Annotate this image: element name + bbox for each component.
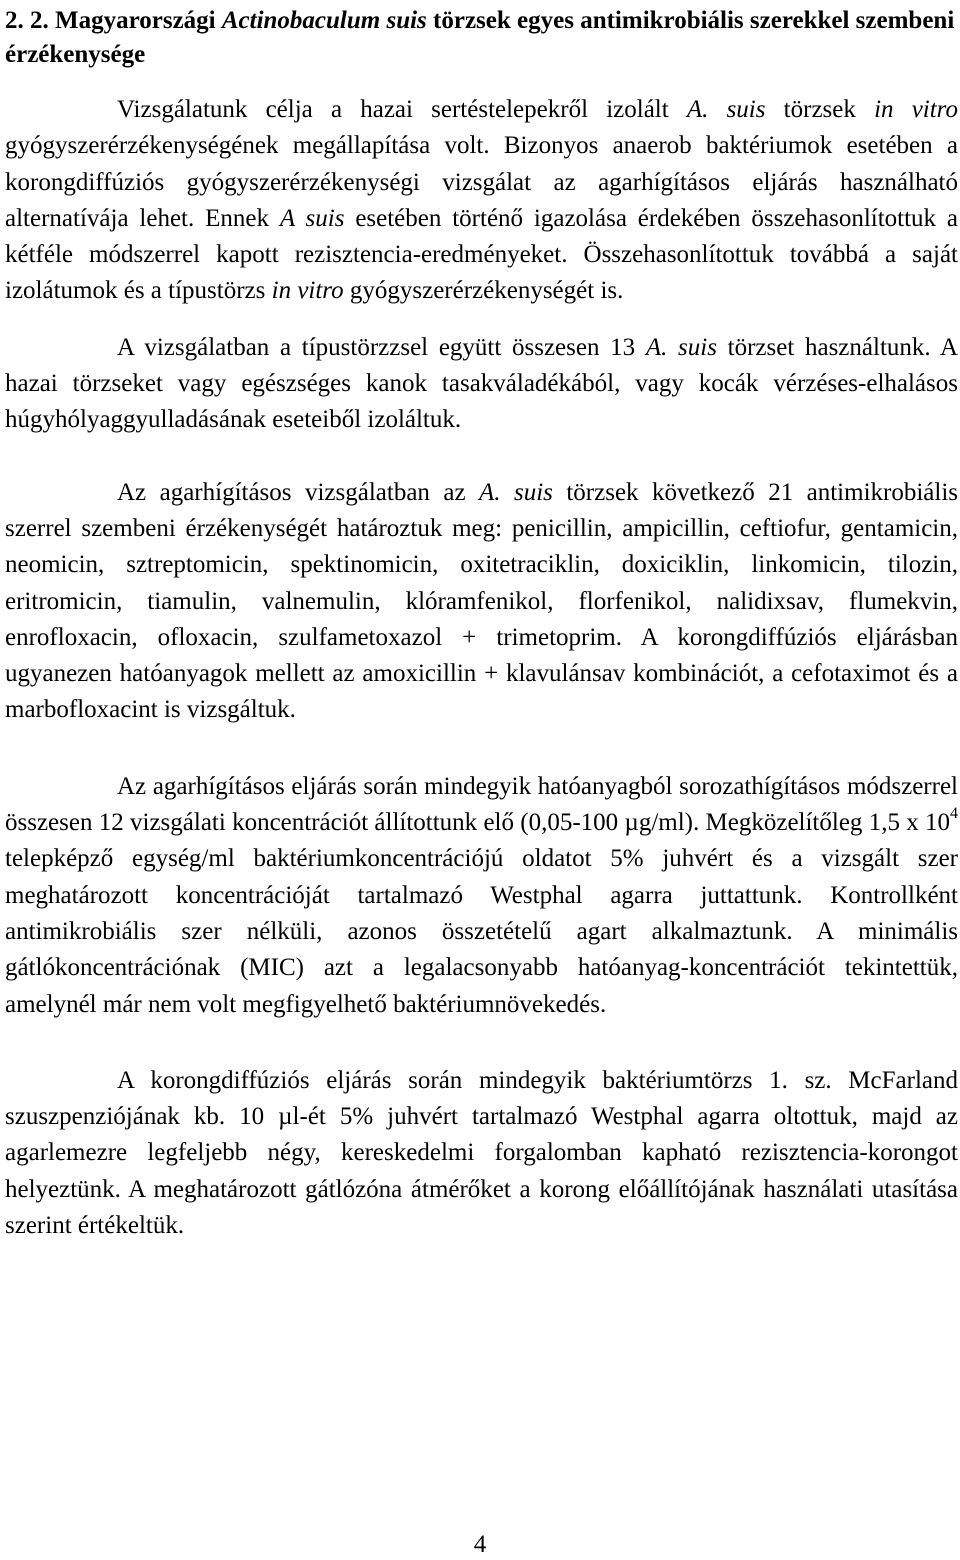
latin-term: in vitro: [271, 277, 344, 305]
paragraph-aim: [5, 92, 958, 310]
section-heading: [5, 4, 958, 72]
text-run: törzset használtunk. A hazai törzseket vagy egészséges kanok tasakváladékából, vagy kocák vérzéses-elhalásos húgyhólyaggyulladásának eseteiből izoláltuk.: [5, 333, 958, 434]
paragraph-agents: [5, 475, 958, 729]
exponent: 4: [950, 805, 958, 823]
species-name: A. suis: [686, 96, 766, 123]
text-run: Az agarhígításos vizsgálatban az: [117, 478, 466, 506]
latin-term: in vitro: [874, 96, 958, 123]
text-run: gyógyszerérzékenységének megállapítása volt. Bizonyos anaerob baktériumok esetében a korongdiffúziós gyógyszerérzékenységi vizsgálat az agarhígításos eljárás használható alternatívája lehet. Ennek: [5, 132, 958, 232]
text-run: gyógyszerérzékenységét is.: [349, 277, 624, 305]
heading-text-1: Magyarországi: [55, 7, 216, 34]
species-name: A. suis: [479, 478, 553, 506]
text-run: esetében történő igazolása érdekében összehasonlítottuk a kétféle módszerrel kapott rezisztencia-eredményeket. Összehasonlítottuk továbbá a saját izolátumok és a típustörzs: [5, 204, 959, 305]
text-run: Vizsgálatunk célja a hazai sertéstelepekről izolált: [117, 96, 669, 123]
text-run: A vizsgálatban a típustörzzsel együtt összesen 13: [117, 333, 636, 361]
section-number: 2. 2.: [5, 7, 49, 34]
heading-text-3: törzsek egyes antimikrobiális szerekkel szembeni érzékenysége: [5, 7, 955, 68]
heading-species: Actinobaculum suis: [221, 7, 427, 34]
paragraph-disk-diffusion: [5, 1063, 958, 1244]
paragraph-strains: [5, 330, 958, 439]
text-run: telepképző egység/ml baktériumkoncentrációjú oldatot 5% juhvért és a vizsgált szer meghatározott koncentrációját tartalmazó Westphal agarra juttattunk. Kontrollként antimikrobiális szer nélküli, azonos összetételű agart alkalmaztunk. A minimális gátlókoncentrációnak (MIC) azt a legalacsonyabb hatóanyag-koncentrációt tekintettük, amelynél már nem volt megfigyelhető baktériumnövekedés.: [5, 845, 958, 1018]
text-run: Az agarhígításos eljárás során mindegyik hatóanyagból sorozathígításos módszerrel összesen 12 vizsgálati koncentrációt állítottunk elő (0,05-100 µg/ml). Megközelítőleg 1,5 x 10: [5, 772, 958, 837]
text-run: A korongdiffúziós eljárás során mindegyik baktériumtörzs 1. sz. McFarland szuszpenziójának kb. 10 µl-ét 5% juhvért tartalmazó Westphal agarra oltottuk, majd az agarlemezre legfeljebb négy, kereskedelmi forgalomban kapható rezisztencia-korongot helyeztünk. A meghatározott gátlózóna átmérőket a korong előállítójának használati utasítása szerint értékeltük.: [5, 1066, 958, 1240]
text-run: törzsek következő 21 antimikrobiális szerrel szembeni érzékenységét határoztuk meg: penicillin, ampicillin, ceftiofur, gentamicin, neomicin, sztreptomicin, spektinomicin, oxitetraciklin, doxiciklin, linkomicin, tilozin, eritromicin, tiamulin, valnemulin, klóramfenikol, florfenikol, nalidixsav, flumekvin, enrofloxacin, ofloxacin, szulfametoxazol + trimetoprim. A korongdiffúziós eljárásban ugyanezen hatóanyagok mellett az amoxicillin + klavulánsav kombinációt, a cefotaximot és a marbofloxacint is vizsgáltuk.: [5, 478, 959, 724]
species-name: A suis: [279, 204, 345, 232]
text-run: törzsek: [783, 96, 856, 123]
document-page: [5, 4, 958, 1244]
species-name: A. suis: [645, 333, 717, 361]
page-number: 4: [473, 1531, 487, 1558]
paragraph-agar-dilution: [5, 769, 958, 1023]
